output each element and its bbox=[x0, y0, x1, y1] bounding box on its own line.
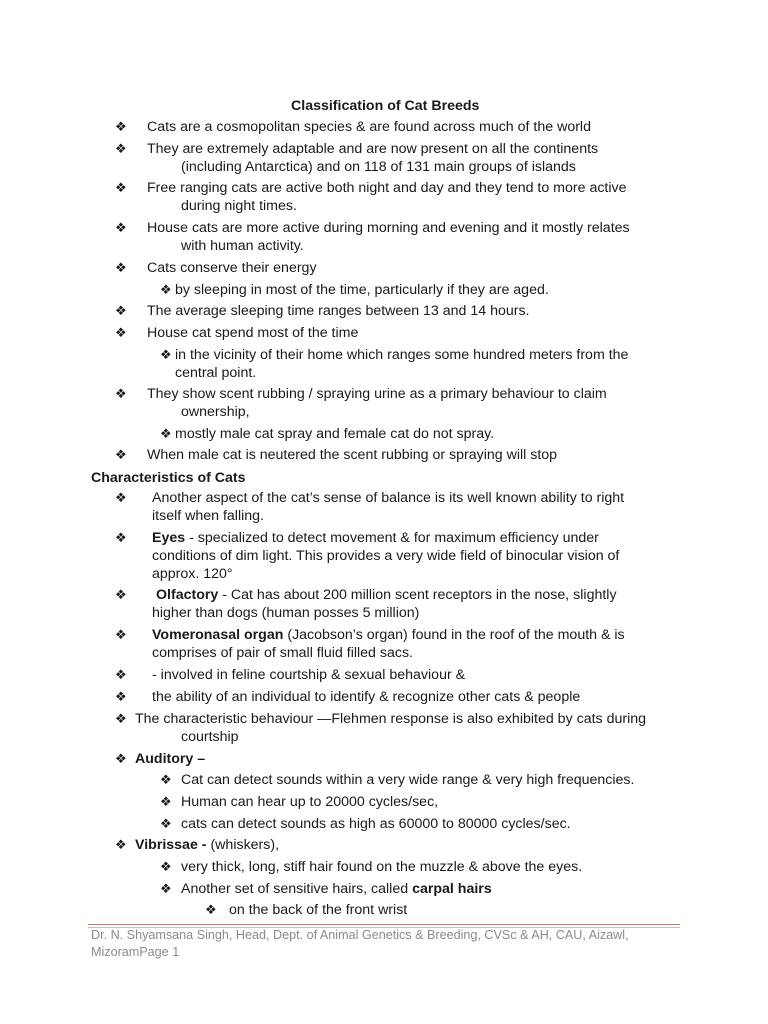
list-item bbox=[152, 529, 599, 547]
sub-list-text: Another set of sensitive hairs, called bbox=[181, 881, 413, 897]
bullet-icon: ❖ bbox=[160, 881, 172, 896]
sub-list-item: very thick, long, stiff hair found on the muzzle & above the eyes. bbox=[181, 859, 583, 875]
term: Vomeronasal organ bbox=[152, 627, 284, 643]
bullet-icon: ❖ bbox=[115, 667, 127, 682]
bullet-icon: ❖ bbox=[115, 689, 127, 704]
list-item: Free ranging cats are active both night and day and they tend to more active bbox=[147, 180, 627, 196]
list-item: Cats conserve their energy bbox=[147, 260, 317, 276]
list-item bbox=[135, 836, 279, 854]
bullet-icon: ❖ bbox=[115, 711, 127, 726]
list-item-continuation: conditions of dim light. This provides a very wide field of binocular vision of bbox=[152, 548, 620, 564]
sub-list-item: in the vicinity of their home which ranges some hundred meters from the bbox=[175, 347, 629, 363]
list-item: They show scent rubbing / spraying urine as a primary behaviour to claim bbox=[147, 386, 607, 402]
list-item-continuation: ownership, bbox=[181, 404, 250, 420]
term: carpal hairs bbox=[412, 881, 492, 897]
list-item-continuation: itself when falling. bbox=[152, 508, 264, 524]
list-item-continuation: approx. 120° bbox=[152, 566, 233, 582]
bullet-icon: ❖ bbox=[115, 530, 127, 545]
bullet-icon: ❖ bbox=[115, 325, 127, 340]
section-heading: Characteristics of Cats bbox=[91, 470, 246, 486]
bullet-icon: ❖ bbox=[160, 794, 172, 809]
bullet-icon: ❖ bbox=[115, 627, 127, 642]
footer-divider bbox=[88, 924, 680, 925]
bullet-icon: ❖ bbox=[115, 490, 127, 505]
list-item: The characteristic behaviour —Flehmen response is also exhibited by cats during bbox=[135, 711, 647, 727]
sub-list-item: mostly male cat spray and female cat do not spray. bbox=[175, 426, 495, 442]
sub-sub-list-item: on the back of the front wrist bbox=[229, 902, 408, 918]
list-item: - involved in feline courtship & sexual behaviour & bbox=[152, 667, 466, 683]
list-item bbox=[152, 626, 625, 644]
list-item bbox=[156, 586, 617, 604]
list-item-continuation: (including Antarctica) and on 118 of 131 main groups of islands bbox=[181, 159, 576, 175]
list-item-continuation: higher than dogs (human posses 5 million) bbox=[152, 605, 420, 621]
term-description: (Jacobson’s organ) found in the roof of the mouth & is bbox=[283, 627, 625, 643]
bullet-icon: ❖ bbox=[160, 859, 172, 874]
term-description: - Cat has about 200 million scent receptors in the nose, slightly bbox=[218, 587, 617, 603]
sub-list-item bbox=[181, 880, 492, 898]
term: Eyes bbox=[152, 530, 186, 546]
list-item: When male cat is neutered the scent rubbing or spraying will stop bbox=[147, 447, 558, 463]
sub-list-item: Human can hear up to 20000 cycles/sec, bbox=[181, 794, 439, 810]
list-item-continuation: courtship bbox=[181, 729, 239, 745]
term: Auditory – bbox=[135, 751, 206, 767]
list-item: Another aspect of the cat’s sense of balance is its well known ability to right bbox=[152, 490, 625, 506]
bullet-icon: ❖ bbox=[115, 751, 127, 766]
bullet-icon: ❖ bbox=[115, 303, 127, 318]
bullet-icon: ❖ bbox=[205, 902, 217, 917]
term-description: (whiskers), bbox=[206, 837, 280, 853]
bullet-icon: ❖ bbox=[115, 141, 127, 156]
bullet-icon: ❖ bbox=[115, 386, 127, 401]
list-item: House cats are more active during morning and evening and it mostly relates bbox=[147, 220, 630, 236]
bullet-icon: ❖ bbox=[115, 260, 127, 275]
list-item: The average sleeping time ranges between 13 and 14 hours. bbox=[147, 303, 530, 319]
bullet-icon: ❖ bbox=[160, 282, 172, 297]
list-item-continuation: with human activity. bbox=[181, 238, 304, 254]
footer-text: MizoramPage 1 bbox=[91, 945, 180, 959]
term: Vibrissae - bbox=[135, 837, 207, 853]
bullet-icon: ❖ bbox=[115, 119, 127, 134]
list-item-continuation: comprises of pair of small fluid filled sacs. bbox=[152, 645, 413, 661]
bullet-icon: ❖ bbox=[160, 816, 172, 831]
bullet-icon: ❖ bbox=[115, 587, 127, 602]
list-item: They are extremely adaptable and are now present on all the continents bbox=[147, 141, 599, 157]
page-title: Classification of Cat Breeds bbox=[291, 98, 480, 114]
list-item-continuation: during night times. bbox=[181, 198, 297, 214]
term-description: - specialized to detect movement & for maximum efficiency under bbox=[185, 530, 599, 546]
bullet-icon: ❖ bbox=[160, 426, 172, 441]
bullet-icon: ❖ bbox=[160, 772, 172, 787]
bullet-icon: ❖ bbox=[115, 220, 127, 235]
list-item: House cat spend most of the time bbox=[147, 325, 359, 341]
bullet-icon: ❖ bbox=[160, 347, 172, 362]
bullet-icon: ❖ bbox=[115, 837, 127, 852]
bullet-icon: ❖ bbox=[115, 447, 127, 462]
footer-text: Dr. N. Shyamsana Singh, Head, Dept. of Animal Genetics & Breeding, CVSc & AH, CAU, Aizawl, bbox=[91, 928, 629, 942]
list-item: Cats are a cosmopolitan species & are found across much of the world bbox=[147, 119, 591, 135]
sub-list-item: cats can detect sounds as high as 60000 to 80000 cycles/sec. bbox=[181, 816, 571, 832]
sub-list-item-continuation: central point. bbox=[175, 365, 257, 381]
sub-list-item: by sleeping in most of the time, particularly if they are aged. bbox=[175, 282, 549, 298]
bullet-icon: ❖ bbox=[115, 180, 127, 195]
term: Olfactory bbox=[156, 587, 219, 603]
sub-list-item: Cat can detect sounds within a very wide range & very high frequencies. bbox=[181, 772, 635, 788]
list-item: the ability of an individual to identify & recognize other cats & people bbox=[152, 689, 581, 705]
